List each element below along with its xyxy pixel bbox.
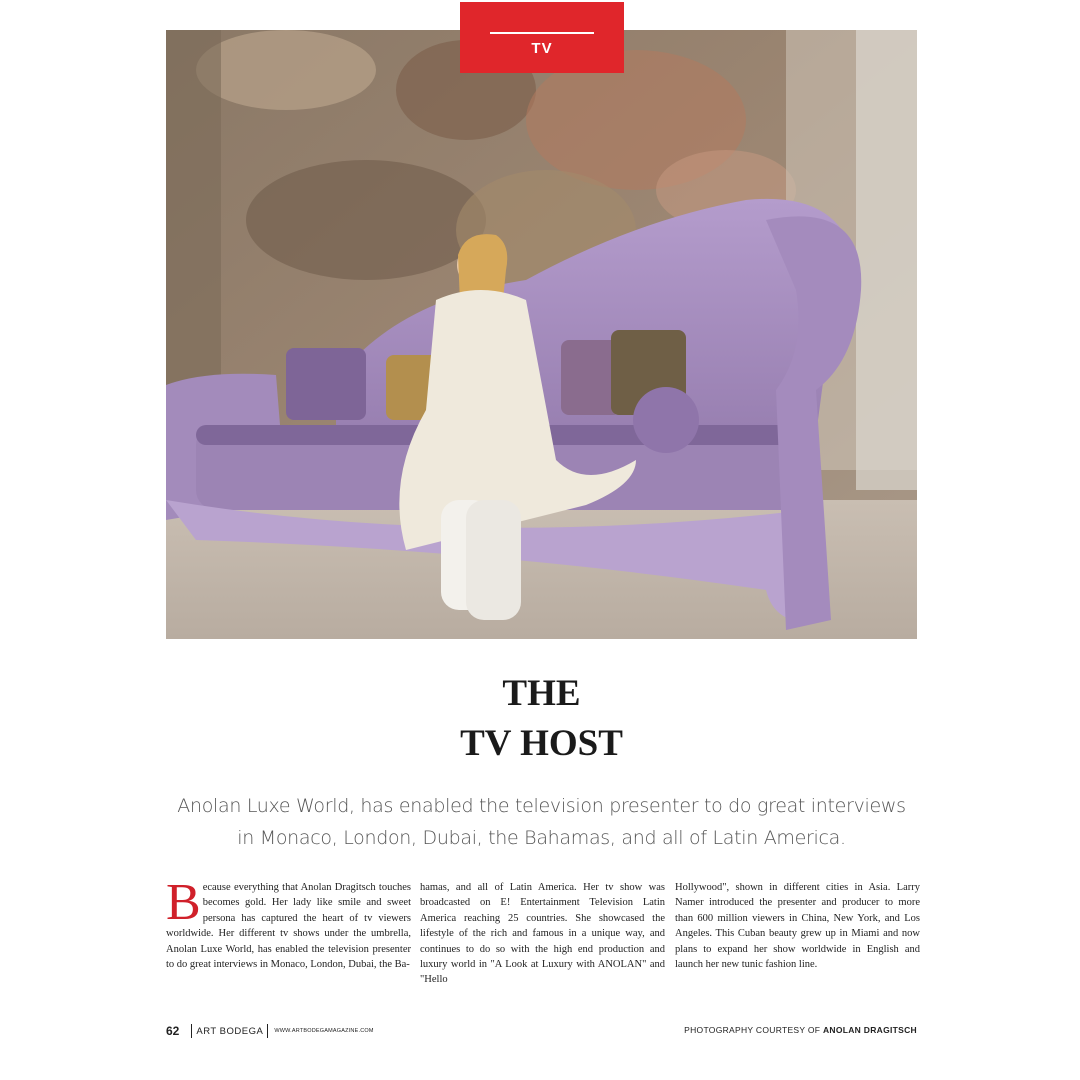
body-column-1-text: ecause everything that Anolan Dragitsch touches becomes gold. Her lady like smile and sweet persona has captured the heart of tv viewers worldwide. Her different tv shows under the umbrella, Anolan Luxe World, has enabled the television presenter to do great interviews in Monaco, London, Dubai, the Ba- xyxy=(166,882,411,971)
section-tab-label: TV xyxy=(531,40,553,57)
feature-photo xyxy=(166,30,917,639)
photo-illustration xyxy=(166,30,917,639)
photo-credit-name: ANOLAN DRAGITSCH xyxy=(822,1025,917,1035)
headline-line-1: THE xyxy=(502,673,581,714)
body-column-1 xyxy=(166,874,411,972)
body-column-2: hamas, and all of Latin America. Her tv show was broadcasted on E! Entertainment Television Latin America reaching 25 countries. She showcased the lifestyle of the rich and famous in a unique way, and continues to do so with the high end production and luxury world in "A Look at Luxury with ANOLAN" and "Hello xyxy=(420,882,665,986)
photo-credit xyxy=(684,1025,917,1035)
magazine-name: ART BODEGA xyxy=(196,1025,264,1037)
footer-left xyxy=(166,1023,374,1039)
section-tab xyxy=(460,2,624,73)
magazine-url[interactable]: WWW.ARTBODEGAMAGAZINE.COM xyxy=(274,1028,374,1034)
body-column-3: Hollywood", shown in different cities in Asia. Larry Namer introduced the presenter and producer to more than 600 million viewers in China, New York, and Los Angeles. This Cuban beauty grew up in Miami and now plans to expand her show worldwide in English and launch her new tunic fashion line. xyxy=(675,882,920,971)
photo-credit-prefix: PHOTOGRAPHY COURTESY OF xyxy=(684,1025,823,1035)
tab-rule xyxy=(490,32,594,34)
drop-cap: B xyxy=(166,874,201,931)
footer-divider-2 xyxy=(267,1024,268,1038)
page-number: 62 xyxy=(166,1024,180,1038)
deck-line-1: Anolan Luxe World, has enabled the television presenter to do great interviews xyxy=(177,795,906,817)
deck-line-2: in Monaco, London, Dubai, the Bahamas, and all of Latin America. xyxy=(237,827,846,849)
headline-line-2: TV HOST xyxy=(460,723,623,764)
footer-divider xyxy=(191,1024,192,1038)
